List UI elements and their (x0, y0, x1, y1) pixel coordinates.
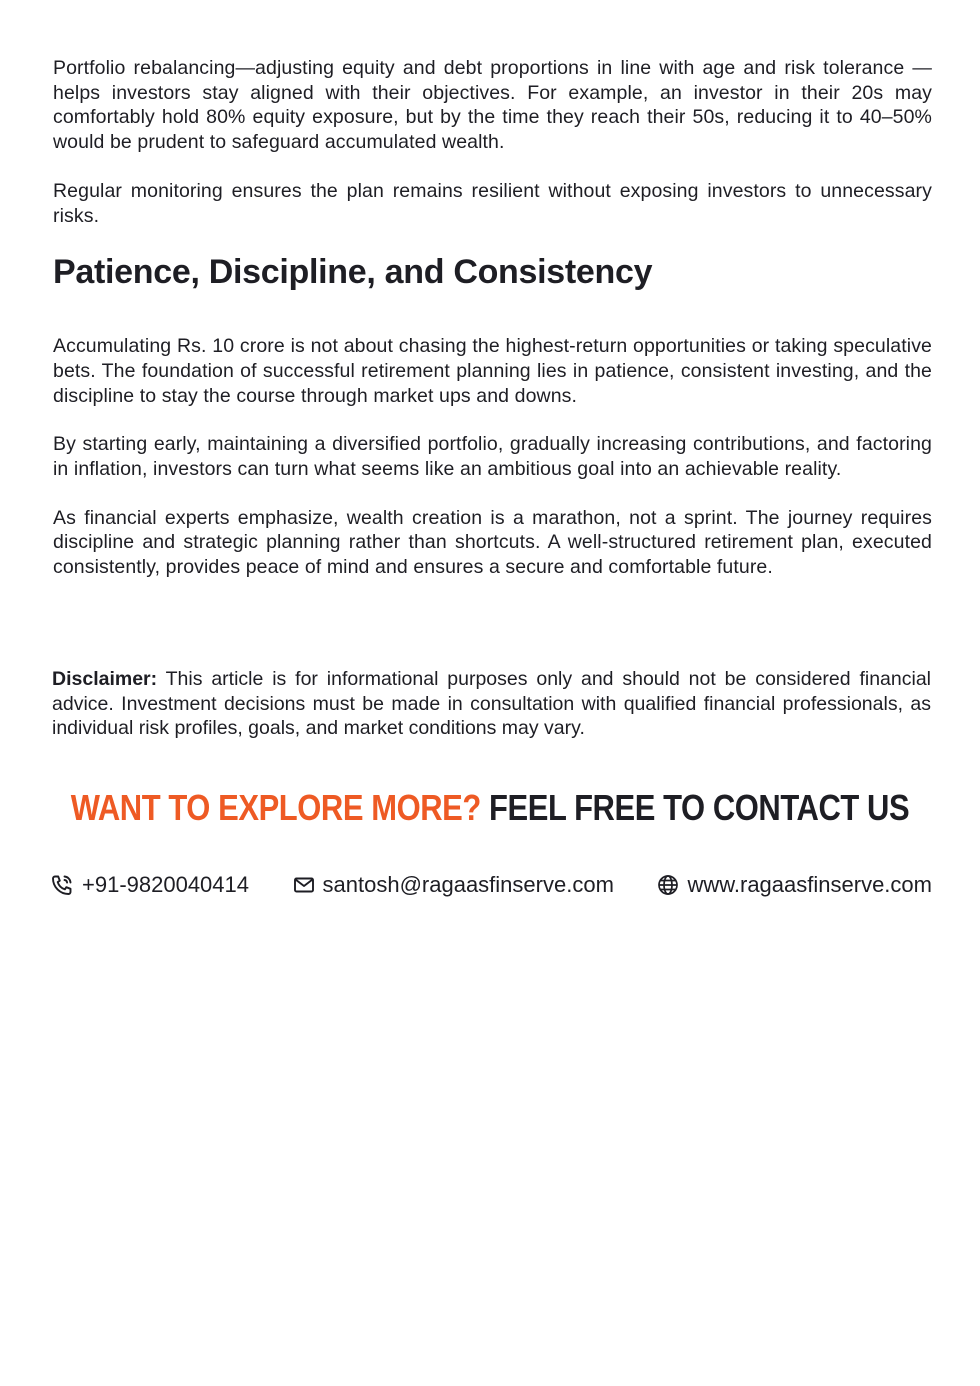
article-body (53, 56, 932, 604)
contact-website[interactable] (657, 872, 932, 898)
paragraph-rebalancing: Portfolio rebalancing—adjusting equity and debt proportions in line with age and risk tolerance —helps investors stay aligned with their objectives. For example, an investor in their 20s may comfortably hold 80% equity exposure, but by the time they reach their 50s, reducing it to 40–50% would be prudent to safeguard accumulated wealth. (53, 57, 932, 154)
paragraph-marathon: As financial experts emphasize, wealth creation is a marathon, not a sprint. The journey requires discipline and strategic planning rather than shortcuts. A well-structured retirement plan, executed consistently, provides peace of mind and ensures a secure and comfortable future. (53, 506, 932, 579)
paragraph-starting-early: By starting early, maintaining a diversified portfolio, gradually increasing contributions, and factoring in inflation, investors can turn what seems like an ambitious goal into an achievable reality. (53, 433, 932, 481)
contact-email[interactable] (293, 872, 614, 898)
disclaimer (52, 667, 931, 741)
contact-phone[interactable] (50, 872, 249, 898)
section-heading: Patience, Discipline, and Consistency (53, 253, 653, 292)
paragraph-accumulating: Accumulating Rs. 10 crore is not about chasing the highest-return opportunities or taking speculative bets. The foundation of successful retirement planning lies in patience, consistent investing, and the discipline to stay the course through market ups and downs. (53, 335, 932, 407)
mail-icon (293, 875, 315, 895)
globe-icon (657, 874, 679, 896)
contact-bar (50, 869, 932, 901)
phone-number[interactable]: +91-9820040414 (82, 872, 249, 897)
disclaimer-label: Disclaimer: (52, 668, 158, 690)
contact-call-to-action (69, 786, 912, 830)
website-url[interactable]: www.ragaasfinserve.com (687, 872, 932, 897)
cta-rest-text: FEEL FREE TO CONTACT US (480, 787, 910, 828)
email-address[interactable]: santosh@ragaasfinserve.com (322, 872, 614, 897)
paragraph-monitoring: Regular monitoring ensures the plan remains resilient without exposing investors to unnecessary risks. (53, 179, 932, 227)
phone-icon (50, 873, 74, 897)
disclaimer-text: This article is for informational purposes only and should not be considered financial advice. Investment decisions must be made in consultation with qualified financial professionals, as individual risk profiles, goals, and market conditions may vary. (52, 668, 931, 740)
cta-accent-text: WANT TO EXPLORE MORE? (70, 787, 481, 828)
